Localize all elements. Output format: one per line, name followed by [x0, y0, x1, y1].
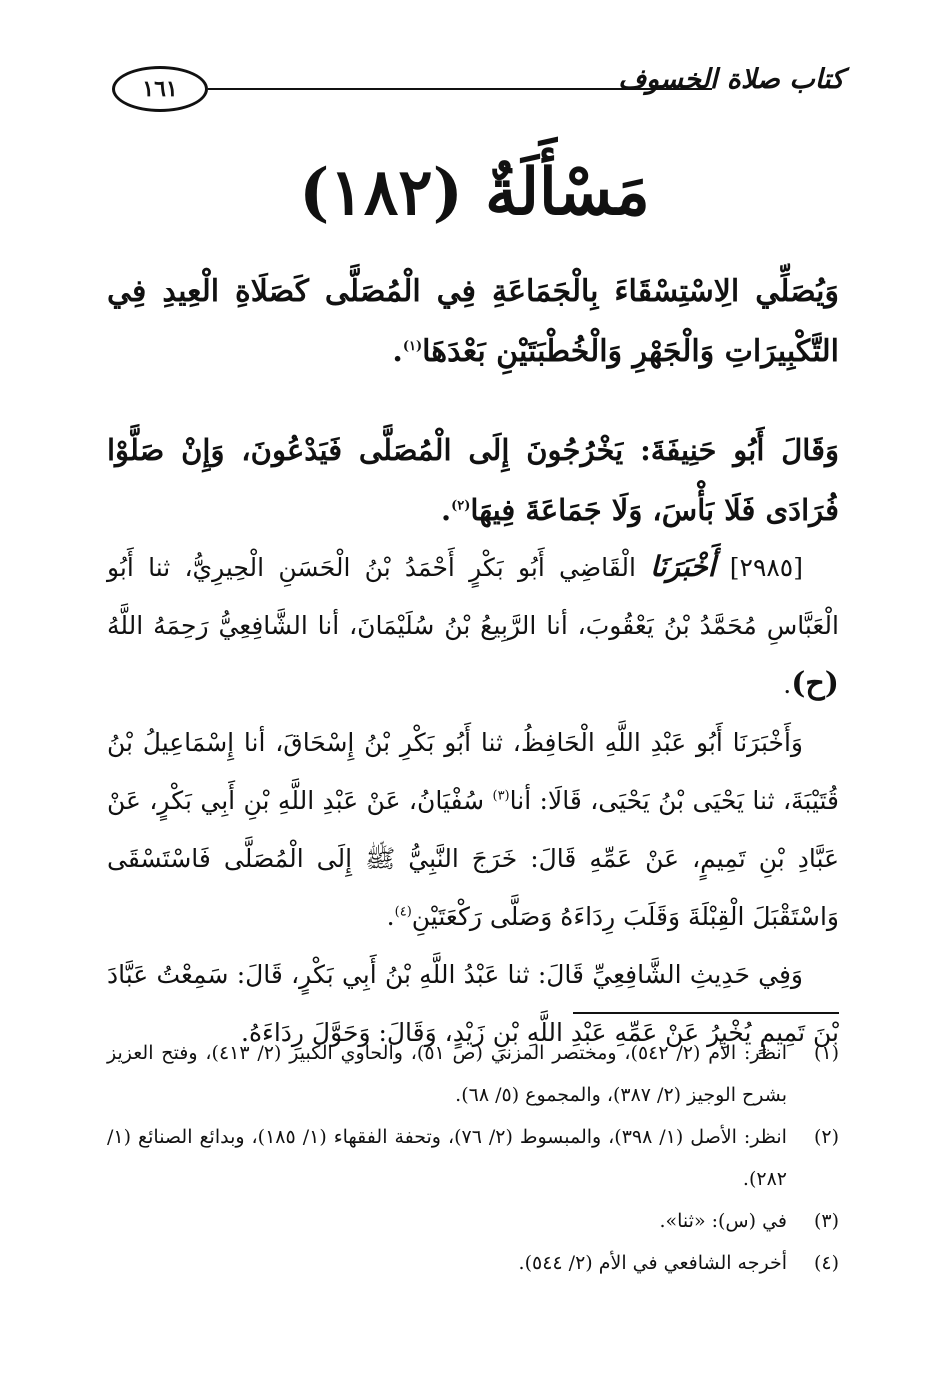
- footnote-text: أخرجه الشافعي في الأم (٢/ ٥٤٤).: [518, 1252, 787, 1274]
- qawl-end: .: [441, 493, 452, 527]
- hadith-number: [٢٩٨٥]: [729, 553, 803, 582]
- page-header: [112, 58, 844, 118]
- footnote-number: (٣): [813, 1210, 839, 1232]
- hadith-isnad-1: الْقَاضِي أَبُو بَكْرٍ أَحْمَدُ بْنُ الْحَسَنِ الْحِيرِيُّ، ثنا أَبُو الْعَبَّاسِ مُحَمَّدُ بْنُ يَعْقُوبَ، أنا الرَّبِيعُ بْنُ سُلَيْمَانَ، أنا الشَّافِعِيُّ رَحِمَهُ اللَّهُ: [107, 553, 839, 640]
- footnote-number: (٢): [813, 1126, 839, 1148]
- abu-hanifa-opinion: [107, 420, 839, 540]
- hadith-isnad-2b: سُفْيَانُ، عَنْ عَبْدِ اللَّهِ بْنِ أَبِي بَكْرٍ، عَنْ عَبَّادِ بْنِ تَمِيمٍ، عَنْ عَمِّهِ قَالَ: خَرَجَ النَّبِيُّ ﷺ إِلَى الْمُصَلَّى فَاسْتَسْقَى وَاسْتَقْبَلَ الْقِبْلَةَ وَقَلَبَ رِدَاءَهُ وَصَلَّى رَكْعَتَيْنِ: [107, 786, 839, 931]
- matn-text: [107, 262, 839, 382]
- akhbarana-word: أَخْبَرَنَا: [650, 550, 716, 583]
- footnote-text: في (س): «ثنا».: [659, 1210, 787, 1232]
- hadith-paragraph-3: وَفِي حَدِيثِ الشَّافِعِيِّ قَالَ: ثنا عَبْدُ اللَّهِ بْنُ أَبِي بَكْرٍ، قَالَ: سَمِعْتُ عَبَّادَ بْنَ تَمِيمٍ يُخْبِرُ عَنْ عَمِّهِ عَبْدِ اللَّهِ بْنِ زَيْدٍ، وَقَالَ: وَحَوَّلَ رِدَاءَهُ.: [107, 960, 839, 1047]
- matn-end: .: [392, 334, 403, 369]
- footnotes: [107, 1032, 839, 1284]
- hadith-isnad-2a: وَأَخْبَرَنَا أَبُو عَبْدِ اللَّهِ الْحَافِظُ، ثنا أَبُو بَكْرِ بْنُ إِسْحَاقَ، أنا إِسْمَاعِيلُ بْنُ قُتَيْبَةَ، ثنا يَحْيَى بْنُ يَحْيَى، قَالَا: أنا: [107, 728, 839, 815]
- hadith-paragraph-2: [107, 714, 839, 946]
- footnote-ref-3[interactable]: (٣): [492, 788, 510, 804]
- p1-end: .: [783, 670, 792, 699]
- footnote-separator: [573, 1012, 839, 1014]
- qawl-body: وَقَالَ أَبُو حَنِيفَةَ: يَخْرُجُونَ إِلَى الْمُصَلَّى فَيَدْعُونَ، وَإِنْ صَلَّوْا فُرَادَى فَلَا بَأْسَ، وَلَا جَمَاعَةَ فِيهَا: [107, 433, 839, 527]
- footnote-ref-1[interactable]: (١): [402, 339, 423, 354]
- hadith-paragraph-1: [107, 538, 839, 714]
- footnote-ref-4[interactable]: (٤): [394, 904, 412, 920]
- masala-heading: مَسْأَلَةٌ (١٨٢): [299, 155, 650, 230]
- footnote-ref-2[interactable]: (٢): [451, 498, 471, 514]
- footnote-item: [107, 1242, 839, 1284]
- hadith-section: [107, 538, 839, 1062]
- page-number: ١٦١: [112, 66, 208, 112]
- footnote-item: [107, 1032, 839, 1116]
- footnote-text: انظر: الأم (٢/ ٥٤٢)، ومختصر المزني (ص ٥١)، والحاوي الكبير (٢/ ٤١٣)، وفتح العزيز بشرح الوجيز (٢/ ٣٨٧)، والمجموع (٥/ ٦٨).: [107, 1042, 787, 1106]
- p2-end: .: [386, 902, 395, 931]
- book-title: كتاب صلاة الخسوف: [618, 64, 844, 95]
- footnote-text: انظر: الأصل (١/ ٣٩٨)، والمبسوط (٢/ ٧٦)، وتحفة الفقهاء (١/ ١٨٥)، وبدائع الصنائع (١/ ٢٨٢).: [107, 1126, 787, 1190]
- footnote-number: (٤): [813, 1252, 839, 1274]
- footnote-item: [107, 1116, 839, 1200]
- footnote-item: [107, 1200, 839, 1242]
- footnote-number: (١): [813, 1042, 839, 1064]
- matn-body: وَيُصَلِّي الِاسْتِسْقَاءَ بِالْجَمَاعَةِ فِي الْمُصَلَّى كَصَلَاةِ الْعِيدِ فِي التَّكْبِيرَاتِ وَالْجَهْرِ وَالْخُطْبَتَيْنِ بَعْدَهَا: [107, 274, 839, 369]
- tahwil-mark: (ح): [791, 666, 839, 701]
